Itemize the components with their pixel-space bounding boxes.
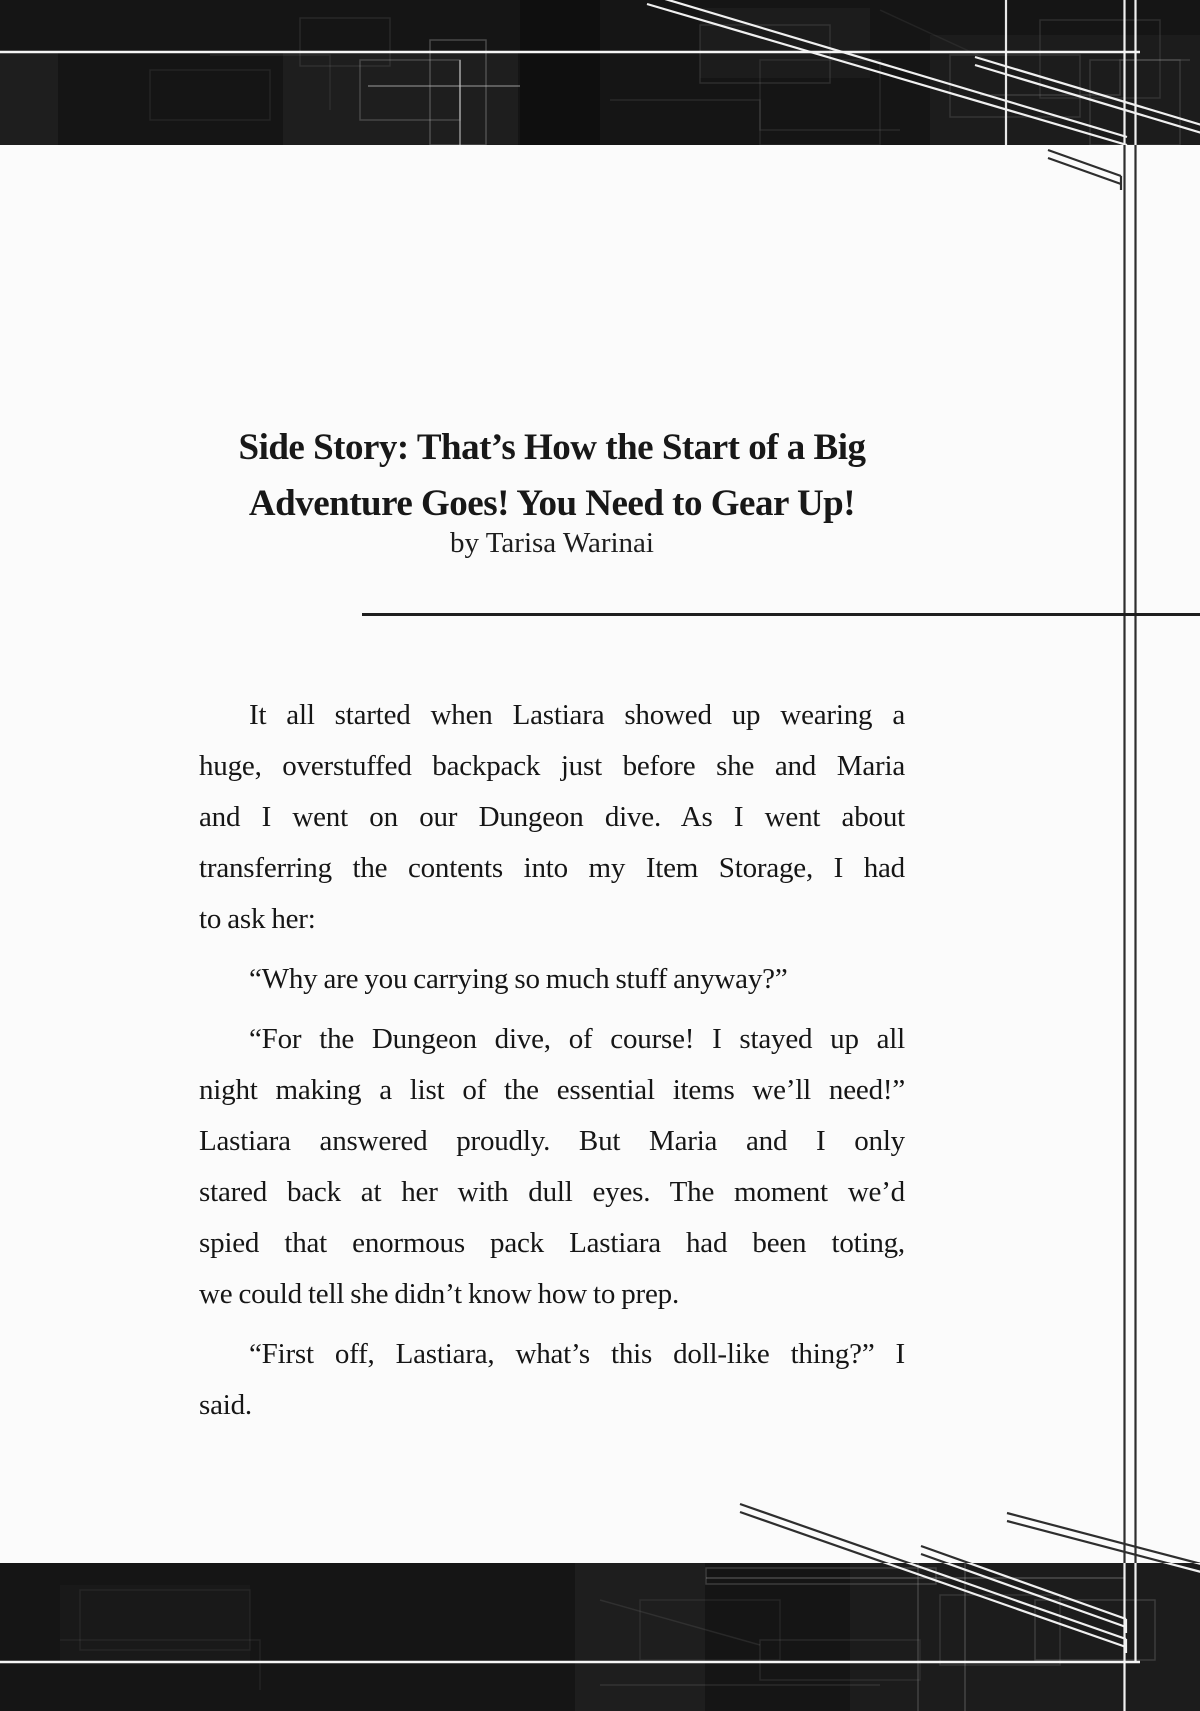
chapter-title-line-2: Adventure Goes! You Need to Gear Up! xyxy=(248,483,856,524)
chapter-byline: by Tarisa Warinai xyxy=(450,527,654,559)
chapter-title xyxy=(199,420,905,532)
body-text-line: stared back at her with dull eyes. The moment we’d xyxy=(199,1176,905,1208)
paragraph xyxy=(199,954,905,1005)
body-text-line: Lastiara answered proudly. But Maria and I only xyxy=(199,1125,905,1157)
body-text-line: we could tell she didn’t know how to prep. xyxy=(199,1278,680,1310)
paragraph xyxy=(199,1329,905,1431)
body-text-line: “Why are you carrying so much stuff anyway?” xyxy=(249,963,788,995)
body-text xyxy=(199,690,905,1440)
chapter-title-line-1: Side Story: That’s How the Start of a Big xyxy=(238,427,866,468)
body-text-line: “First off, Lastiara, what’s this doll-like thing?” I xyxy=(249,1338,905,1370)
paragraph xyxy=(199,1014,905,1320)
paragraph xyxy=(199,690,905,945)
title-divider-line xyxy=(362,613,1200,616)
body-text-line: said. xyxy=(199,1389,252,1421)
body-text-line: night making a list of the essential items we’ll need!” xyxy=(199,1074,905,1106)
body-text-line: huge, overstuffed backpack just before she and Maria xyxy=(199,750,905,782)
body-text-line: spied that enormous pack Lastiara had been toting, xyxy=(199,1227,905,1259)
body-text-line: and I went on our Dungeon dive. As I went about xyxy=(199,801,905,833)
body-text-line: It all started when Lastiara showed up wearing a xyxy=(249,699,905,731)
body-text-line: transferring the contents into my Item Storage, I had xyxy=(199,852,905,884)
body-text-line: “For the Dungeon dive, of course! I stayed up all xyxy=(249,1023,905,1055)
body-text-line: to ask her: xyxy=(199,903,316,935)
